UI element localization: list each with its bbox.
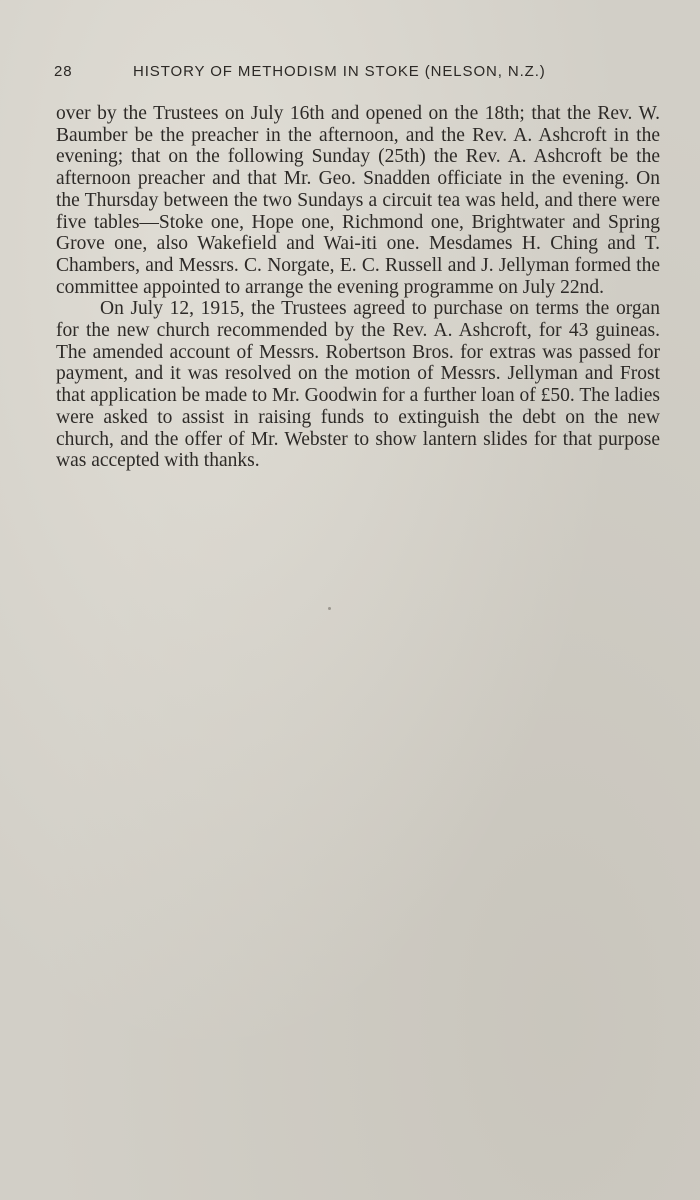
body-text [56, 103, 660, 472]
running-title: HISTORY OF METHODISM IN STOKE (NELSON, N.Z.) [133, 63, 546, 80]
paragraph-organ-purchase: On July 12, 1915, the Trustees agreed to purchase on terms the organ for the new church recommended by the Rev. A. Ashcroft, for 43 guineas. The amended account of Messrs. Robertson Bros. for extras was passed for payment, and it was resolved on the motion of Messrs. Jellyman and Frost that application be made to Mr. Goodwin for a further loan of £50. The ladies were asked to assist in raising funds to extinguish the debt on the new church, and the offer of Mr. Webster to show lantern slides for that purpose was accepted with thanks. [56, 298, 660, 472]
page-number: 28 [54, 63, 73, 80]
paper-speck [328, 607, 331, 610]
paragraph-continued: over by the Trustees on July 16th and opened on the 18th; that the Rev. W. Baumber be the preacher in the afternoon, and the Rev. A. Ashcroft in the evening; that on the following Sunday (25th) the Rev. A. Ashcroft be the afternoon preacher and that Mr. Geo. Snadden officiate in the evening. On the Thursday between the two Sundays a circuit tea was held, and there were five tables—Stoke one, Hope one, Richmond one, Brightwater and Spring Grove one, also Wakefield and Wai-iti one. Mesdames H. Ching and T. Chambers, and Messrs. C. Norgate, E. C. Russell and J. Jellyman formed the committee appointed to arrange the evening programme on July 22nd. [56, 103, 660, 298]
running-header [54, 63, 660, 85]
